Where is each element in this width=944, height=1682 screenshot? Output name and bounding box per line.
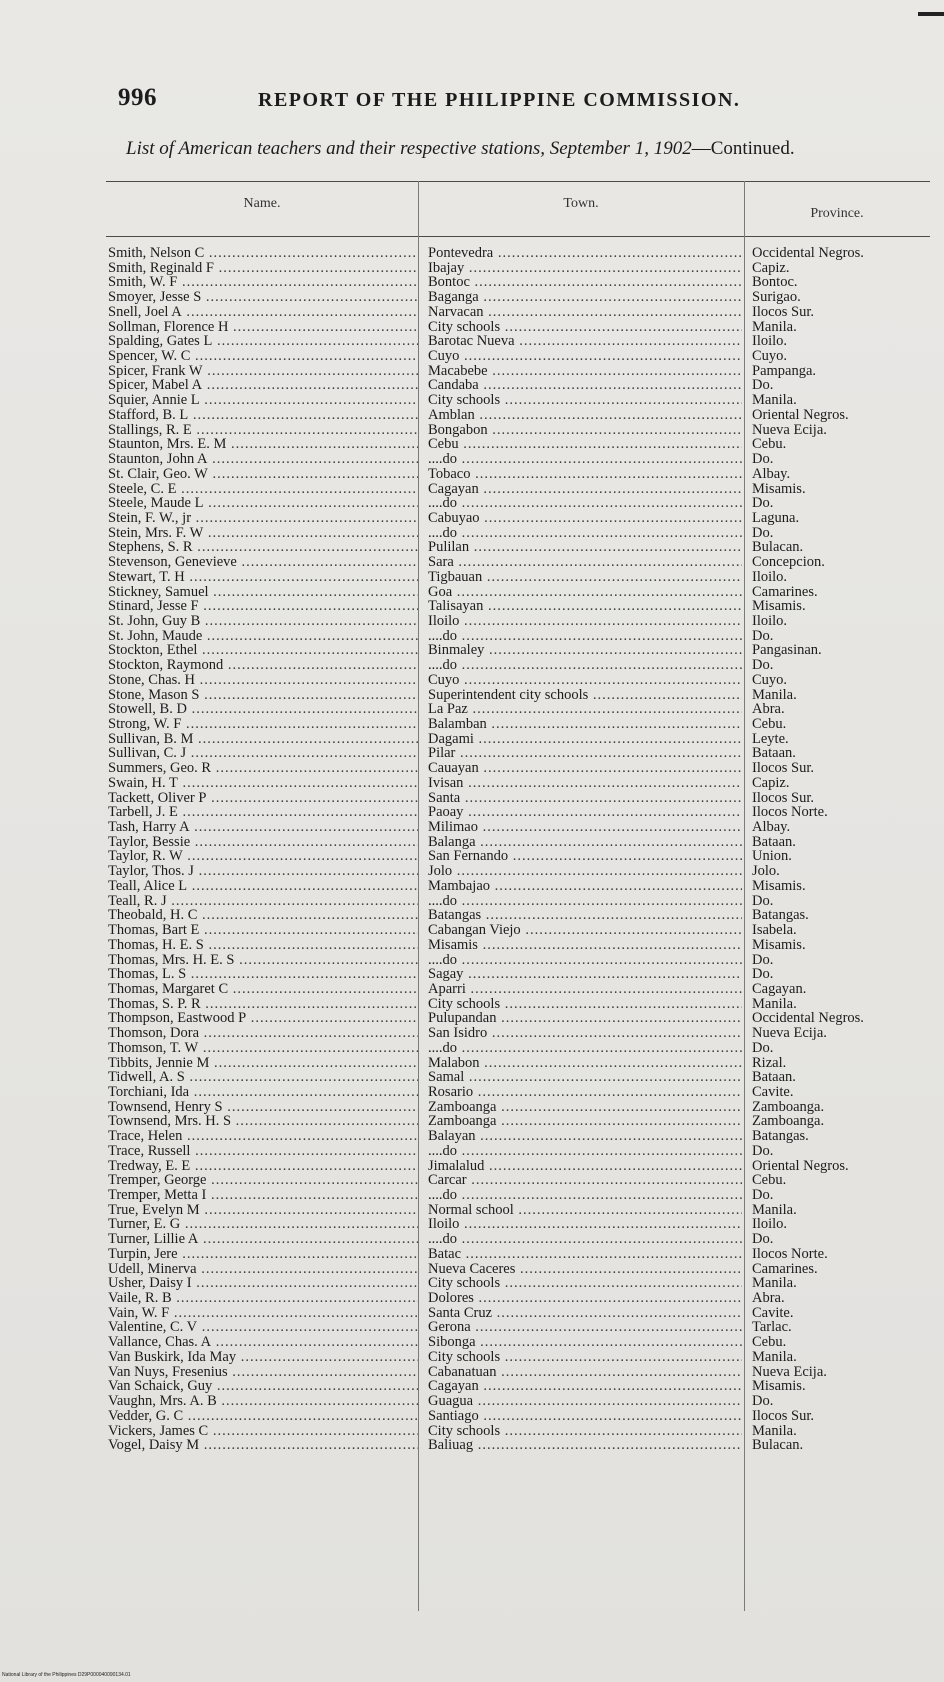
teacher-name-cell: Valentine, C. V ..... (108, 1320, 418, 1335)
province-cell: Do. (752, 452, 774, 467)
province-cell: Batangas. (752, 908, 809, 924)
province-cell: Leyte. (752, 731, 789, 747)
province-cell: Camarines. (752, 584, 818, 600)
town-cell: Barotac Nueva ..... (428, 334, 742, 349)
town-cell: Santa ..... (428, 791, 742, 806)
province-cell: Misamis. (752, 599, 806, 614)
town-cell: Guagua ..... (428, 1394, 742, 1409)
town-cell: ....do ..... (428, 658, 742, 673)
province-cell: Manila. (752, 1349, 797, 1365)
province-cell: Abra. (752, 1291, 785, 1306)
teacher-name-cell: Thomson, Dora ..... (108, 1026, 418, 1041)
teacher-name-cell: Tibbits, Jennie M ..... (108, 1056, 418, 1071)
town-cell: Cabuyao ..... (428, 511, 742, 526)
name-column (108, 246, 418, 1453)
town-cell: City schools ..... (428, 393, 742, 408)
province-cell: Iloilo. (752, 569, 788, 585)
province-cell: Albay. (752, 820, 791, 835)
province-cell: Manila. (752, 393, 797, 408)
town-cell: Balanga ..... (428, 835, 742, 850)
town-cell: Binmaley ..... (428, 643, 742, 658)
teacher-name-cell: Summers, Geo. R ..... (108, 761, 418, 776)
province-cell: Abra. (752, 702, 785, 717)
town-cell: Narvacan ..... (428, 305, 742, 320)
province-cell: Occidental Negros. (752, 246, 864, 261)
province-cell: Iloilo. (752, 1217, 788, 1233)
teacher-name-cell: Van Schaick, Guy ..... (108, 1379, 418, 1394)
province-cell: Do. (752, 628, 774, 644)
teacher-name-cell: Trace, Russell ..... (108, 1144, 418, 1159)
town-cell: ....do ..... (428, 953, 742, 968)
teacher-name-cell: Turner, Lillie A ..... (108, 1232, 418, 1247)
teacher-name-cell: Staunton, John A ..... (108, 452, 418, 467)
province-cell: Nueva Ecija. (752, 422, 827, 438)
town-cell: Superintendent city schools ..... (428, 688, 742, 703)
teacher-name-cell: Turner, E. G ..... (108, 1217, 418, 1232)
province-cell: Ilocos Sur. (752, 761, 815, 776)
footer-credit: National Library of the Philippines D29P000040090134.01 (2, 1672, 131, 1678)
town-cell: Bongabon ..... (428, 423, 742, 438)
province-cell: Occidental Negros. (752, 1011, 864, 1027)
teacher-name-cell: Trace, Helen ..... (108, 1129, 418, 1144)
province-cell: Iloilo. (752, 334, 788, 350)
province-cell: Misamis. (752, 1379, 806, 1395)
town-cell: Ibajay ..... (428, 261, 742, 276)
teacher-name-cell: Taylor, R. W ..... (108, 849, 418, 864)
province-cell: Manila. (752, 1202, 797, 1218)
province-cell: Misamis. (752, 481, 806, 497)
teacher-name-cell: Stevenson, Genevieve ..... (108, 555, 418, 570)
town-cell: Jimalalud ..... (428, 1159, 742, 1174)
teacher-name-cell: Spicer, Frank W ..... (108, 364, 418, 379)
province-cell: Manila. (752, 1423, 797, 1439)
province-cell: Ilocos Sur. (752, 1408, 815, 1424)
province-cell: Capiz. (752, 260, 790, 276)
town-cell: Milimao ..... (428, 820, 742, 835)
town-cell: City schools ..... (428, 1350, 742, 1365)
teacher-name-cell: Thomas, L. S ..... (108, 967, 418, 982)
column-divider-1 (418, 181, 419, 1611)
teacher-name-cell: Stone, Chas. H ..... (108, 673, 418, 688)
teacher-name-cell: Swain, H. T ..... (108, 776, 418, 791)
province-cell: Zamboanga. (752, 1114, 825, 1130)
province-cell: Manila. (752, 687, 797, 703)
province-cell: Bulacan. (752, 540, 804, 556)
town-cell: La Paz ..... (428, 702, 742, 717)
teacher-name-cell: Taylor, Bessie ..... (108, 835, 418, 850)
town-cell: Santiago ..... (428, 1409, 742, 1424)
province-cell: Ilocos Norte. (752, 805, 828, 821)
town-cell: Bontoc ..... (428, 275, 742, 290)
caption-suffix: —Continued. (691, 138, 795, 159)
province-cell: Pampanga. (752, 363, 817, 379)
town-cell: Malabon ..... (428, 1056, 742, 1071)
town-cell: Dolores ..... (428, 1291, 742, 1306)
teacher-name-cell: Smith, Reginald F ..... (108, 261, 418, 276)
province-cell: Manila. (752, 1276, 797, 1292)
town-cell: Cagayan ..... (428, 482, 742, 497)
town-cell: Talisayan ..... (428, 599, 742, 614)
teacher-name-cell: Stewart, T. H ..... (108, 570, 418, 585)
teacher-name-cell: Usher, Daisy I ..... (108, 1276, 418, 1291)
teacher-name-cell: Taylor, Thos. J ..... (108, 864, 418, 879)
province-cell: Cebu. (752, 717, 787, 732)
province-cell: Do. (752, 496, 774, 511)
teacher-name-cell: Spalding, Gates L ..... (108, 334, 418, 349)
town-cell: ....do ..... (428, 629, 742, 644)
table-caption (126, 138, 795, 160)
town-cell: City schools ..... (428, 1276, 742, 1291)
town-cell: City schools ..... (428, 1424, 742, 1439)
teacher-name-cell: Smoyer, Jesse S ..... (108, 290, 418, 305)
teacher-name-cell: Turpin, Jere ..... (108, 1247, 418, 1262)
town-cell: Tigbauan ..... (428, 570, 742, 585)
town-cell: Tobaco ..... (428, 467, 742, 482)
town-cell: ....do ..... (428, 894, 742, 909)
teacher-name-cell: Stallings, R. E ..... (108, 423, 418, 438)
province-cell: Isabela. (752, 923, 797, 938)
teacher-name-cell: Stein, Mrs. F. W ..... (108, 526, 418, 541)
caption-italic: List of American teachers and their respective stations, September 1, 1902 (126, 138, 692, 159)
teacher-name-cell: Vedder, G. C ..... (108, 1409, 418, 1424)
teacher-name-cell: Tredway, E. E ..... (108, 1159, 418, 1174)
teacher-name-cell: Stone, Mason S ..... (108, 688, 418, 703)
town-cell: Macabebe ..... (428, 364, 742, 379)
town-cell: Nueva Caceres ..... (428, 1262, 742, 1277)
teacher-name-cell: Snell, Joel A ..... (108, 305, 418, 320)
town-cell: Sibonga ..... (428, 1335, 742, 1350)
teacher-name-cell: Vaughn, Mrs. A. B ..... (108, 1394, 418, 1409)
town-cell: City schools ..... (428, 997, 742, 1012)
province-cell: Cagayan. (752, 981, 807, 997)
teacher-name-cell: Sollman, Florence H ..... (108, 320, 418, 335)
teacher-name-cell: Townsend, Henry S ..... (108, 1100, 418, 1115)
town-cell: Goa ..... (428, 585, 742, 600)
town-cell: Samal ..... (428, 1070, 742, 1085)
province-cell: Jolo. (752, 864, 780, 879)
province-cell: Bulacan. (752, 1438, 804, 1453)
running-header: REPORT OF THE PHILIPPINE COMMISSION. (258, 89, 741, 111)
town-cell: Ivisan ..... (428, 776, 742, 791)
town-cell: Batac ..... (428, 1247, 742, 1262)
province-column (752, 246, 932, 1453)
province-cell: Rizal. (752, 1055, 787, 1071)
province-cell: Ilocos Sur. (752, 304, 815, 320)
town-cell: Iloilo ..... (428, 1217, 742, 1232)
province-cell: Cuyo. (752, 349, 788, 364)
town-cell: Santa Cruz ..... (428, 1306, 742, 1321)
town-cell: San Fernando ..... (428, 849, 742, 864)
teacher-name-cell: Van Nuys, Fresenius ..... (108, 1365, 418, 1380)
town-cell: Aparri ..... (428, 982, 742, 997)
teacher-name-cell: St. John, Guy B ..... (108, 614, 418, 629)
province-cell: Bataan. (752, 834, 796, 850)
teacher-name-cell: True, Evelyn M ..... (108, 1203, 418, 1218)
header-name: Name. (243, 196, 281, 211)
header-province: Province. (810, 206, 864, 221)
teacher-name-cell: Sullivan, B. M ..... (108, 732, 418, 747)
province-cell: Cavite. (752, 1084, 794, 1100)
town-cell: Pulilan ..... (428, 540, 742, 555)
province-cell: Cuyo. (752, 672, 788, 688)
teacher-name-cell: Thomas, S. P. R ..... (108, 997, 418, 1012)
province-cell: Do. (752, 893, 774, 909)
province-cell: Union. (752, 849, 792, 865)
town-cell: Gerona ..... (428, 1320, 742, 1335)
teacher-name-cell: Van Buskirk, Ida May ..... (108, 1350, 418, 1365)
town-column (428, 246, 742, 1453)
town-cell: Baganga ..... (428, 290, 742, 305)
province-cell: Do. (752, 1232, 774, 1247)
teacher-name-cell: Tackett, Oliver P ..... (108, 791, 418, 806)
province-cell: Misamis. (752, 937, 806, 953)
town-cell: Baliuag ..... (428, 1438, 742, 1453)
town-cell: Pontevedra ..... (428, 246, 742, 261)
province-cell: Do. (752, 1394, 774, 1409)
town-cell: Cagayan ..... (428, 1379, 742, 1394)
town-cell: Amblan ..... (428, 408, 742, 423)
town-cell: Cebu ..... (428, 437, 742, 452)
column-divider-2 (744, 181, 745, 1611)
teacher-name-cell: Thomas, Bart E ..... (108, 923, 418, 938)
town-cell: Cabangan Viejo ..... (428, 923, 742, 938)
province-cell: Zamboanga. (752, 1099, 825, 1115)
province-cell: Laguna. (752, 510, 800, 526)
province-cell: Manila. (752, 319, 797, 335)
teacher-name-cell: Thomson, T. W ..... (108, 1041, 418, 1056)
teacher-name-cell: Stafford, B. L ..... (108, 408, 418, 423)
province-cell: Nueva Ecija. (752, 1026, 827, 1041)
town-cell: San Isidro ..... (428, 1026, 742, 1041)
town-cell: Sara ..... (428, 555, 742, 570)
teacher-name-cell: Vaile, R. B ..... (108, 1291, 418, 1306)
province-cell: Cavite. (752, 1305, 794, 1321)
teacher-name-cell: Teall, Alice L ..... (108, 879, 418, 894)
town-cell: Batangas ..... (428, 908, 742, 923)
province-cell: Manila. (752, 996, 797, 1012)
town-cell: Balamban ..... (428, 717, 742, 732)
province-cell: Cebu. (752, 437, 787, 453)
teacher-name-cell: Torchiani, Ida ..... (108, 1085, 418, 1100)
province-cell: Do. (752, 378, 774, 394)
province-cell: Do. (752, 658, 774, 673)
province-cell: Ilocos Norte. (752, 1246, 828, 1262)
teacher-name-cell: Steele, Maude L ..... (108, 496, 418, 511)
teacher-name-cell: Stinard, Jesse F ..... (108, 599, 418, 614)
province-cell: Do. (752, 1188, 774, 1203)
town-cell: Balayan ..... (428, 1129, 742, 1144)
teacher-name-cell: Theobald, H. C ..... (108, 908, 418, 923)
town-cell: ....do ..... (428, 1041, 742, 1056)
town-cell: Mambajao ..... (428, 879, 742, 894)
teacher-name-cell: Stockton, Ethel ..... (108, 643, 418, 658)
province-cell: Iloilo. (752, 613, 788, 629)
scan-edge-mark (918, 12, 944, 16)
province-cell: Pangasinan. (752, 643, 822, 659)
province-cell: Surigao. (752, 290, 801, 305)
teacher-name-cell: Udell, Minerva ..... (108, 1262, 418, 1277)
teacher-name-cell: Smith, Nelson C ..... (108, 246, 418, 261)
town-cell: Carcar ..... (428, 1173, 742, 1188)
province-cell: Misamis. (752, 878, 806, 894)
teacher-name-cell: Stein, F. W., jr ..... (108, 511, 418, 526)
town-cell: Sagay ..... (428, 967, 742, 982)
town-cell: ....do ..... (428, 452, 742, 467)
town-cell: Dagami ..... (428, 732, 742, 747)
teacher-name-cell: Staunton, Mrs. E. M ..... (108, 437, 418, 452)
province-cell: Do. (752, 967, 774, 982)
page-number: 996 (118, 84, 157, 111)
town-cell: Rosario ..... (428, 1085, 742, 1100)
header-town: Town. (563, 196, 599, 211)
header-bottom-rule (106, 236, 930, 237)
teacher-name-cell: Tremper, George ..... (108, 1173, 418, 1188)
province-cell: Nueva Ecija. (752, 1364, 827, 1380)
teacher-name-cell: Townsend, Mrs. H. S ..... (108, 1114, 418, 1129)
town-cell: Cabanatuan ..... (428, 1365, 742, 1380)
teacher-name-cell: Stockton, Raymond ..... (108, 658, 418, 673)
province-cell: Bataan. (752, 746, 796, 762)
province-cell: Oriental Negros. (752, 1158, 849, 1174)
province-cell: Batangas. (752, 1129, 809, 1144)
teacher-name-cell: Vogel, Daisy M ..... (108, 1438, 418, 1453)
town-cell: ....do ..... (428, 496, 742, 511)
town-cell: Jolo ..... (428, 864, 742, 879)
teacher-name-cell: Thomas, Margaret C ..... (108, 982, 418, 997)
teacher-name-cell: Tremper, Metta I ..... (108, 1188, 418, 1203)
teacher-name-cell: Sullivan, C. J ..... (108, 746, 418, 761)
province-cell: Ilocos Sur. (752, 790, 815, 806)
province-cell: Bontoc. (752, 275, 798, 291)
town-cell: Misamis ..... (428, 938, 742, 953)
province-cell: Do. (752, 525, 774, 541)
teacher-name-cell: Stickney, Samuel ..... (108, 585, 418, 600)
province-cell: Albay. (752, 466, 791, 482)
province-cell: Bataan. (752, 1070, 796, 1085)
town-cell: Cuyo ..... (428, 349, 742, 364)
town-cell: Cuyo ..... (428, 673, 742, 688)
town-cell: ....do ..... (428, 1232, 742, 1247)
teacher-name-cell: Thomas, H. E. S ..... (108, 938, 418, 953)
table-top-rule (106, 181, 930, 182)
town-cell: Iloilo ..... (428, 614, 742, 629)
teacher-name-cell: Tidwell, A. S ..... (108, 1070, 418, 1085)
town-cell: Pilar ..... (428, 746, 742, 761)
teacher-name-cell: Tarbell, J. E ..... (108, 805, 418, 820)
teacher-name-cell: Thomas, Mrs. H. E. S ..... (108, 953, 418, 968)
province-cell: Capiz. (752, 775, 790, 791)
town-cell: Normal school ..... (428, 1203, 742, 1218)
town-cell: Zamboanga ..... (428, 1100, 742, 1115)
teacher-name-cell: St. John, Maude ..... (108, 629, 418, 644)
province-cell: Cebu. (752, 1335, 787, 1350)
teacher-name-cell: Vallance, Chas. A ..... (108, 1335, 418, 1350)
teacher-name-cell: Steele, C. E ..... (108, 482, 418, 497)
town-cell: ....do ..... (428, 1188, 742, 1203)
teacher-name-cell: Thompson, Eastwood P ..... (108, 1011, 418, 1026)
province-cell: Cebu. (752, 1173, 787, 1188)
teacher-name-cell: Vickers, James C ..... (108, 1424, 418, 1439)
teacher-name-cell: Stephens, S. R ..... (108, 540, 418, 555)
teacher-name-cell: Tash, Harry A ..... (108, 820, 418, 835)
teacher-name-cell: Spencer, W. C ..... (108, 349, 418, 364)
town-cell: ....do ..... (428, 1144, 742, 1159)
teacher-name-cell: Strong, W. F ..... (108, 717, 418, 732)
town-cell: Paoay ..... (428, 805, 742, 820)
province-cell: Tarlac. (752, 1320, 792, 1336)
town-cell: City schools ..... (428, 320, 742, 335)
town-cell: Cauayan ..... (428, 761, 742, 776)
province-cell: Do. (752, 1040, 774, 1056)
teacher-name-cell: Teall, R. J ..... (108, 894, 418, 909)
teacher-name-cell: Spicer, Mabel A ..... (108, 378, 418, 393)
teacher-name-cell: Stowell, B. D ..... (108, 702, 418, 717)
province-cell: Concepcion. (752, 555, 825, 570)
province-cell: Do. (752, 1143, 774, 1159)
town-cell: Candaba ..... (428, 378, 742, 393)
province-cell: Do. (752, 952, 774, 968)
town-cell: Zamboanga ..... (428, 1114, 742, 1129)
town-cell: Pulupandan ..... (428, 1011, 742, 1026)
province-cell: Camarines. (752, 1261, 818, 1277)
province-cell: Oriental Negros. (752, 407, 849, 423)
teacher-name-cell: Vain, W. F ..... (108, 1306, 418, 1321)
teacher-name-cell: Squier, Annie L ..... (108, 393, 418, 408)
teacher-name-cell: St. Clair, Geo. W ..... (108, 467, 418, 482)
teacher-name-cell: Smith, W. F ..... (108, 275, 418, 290)
town-cell: ....do ..... (428, 526, 742, 541)
